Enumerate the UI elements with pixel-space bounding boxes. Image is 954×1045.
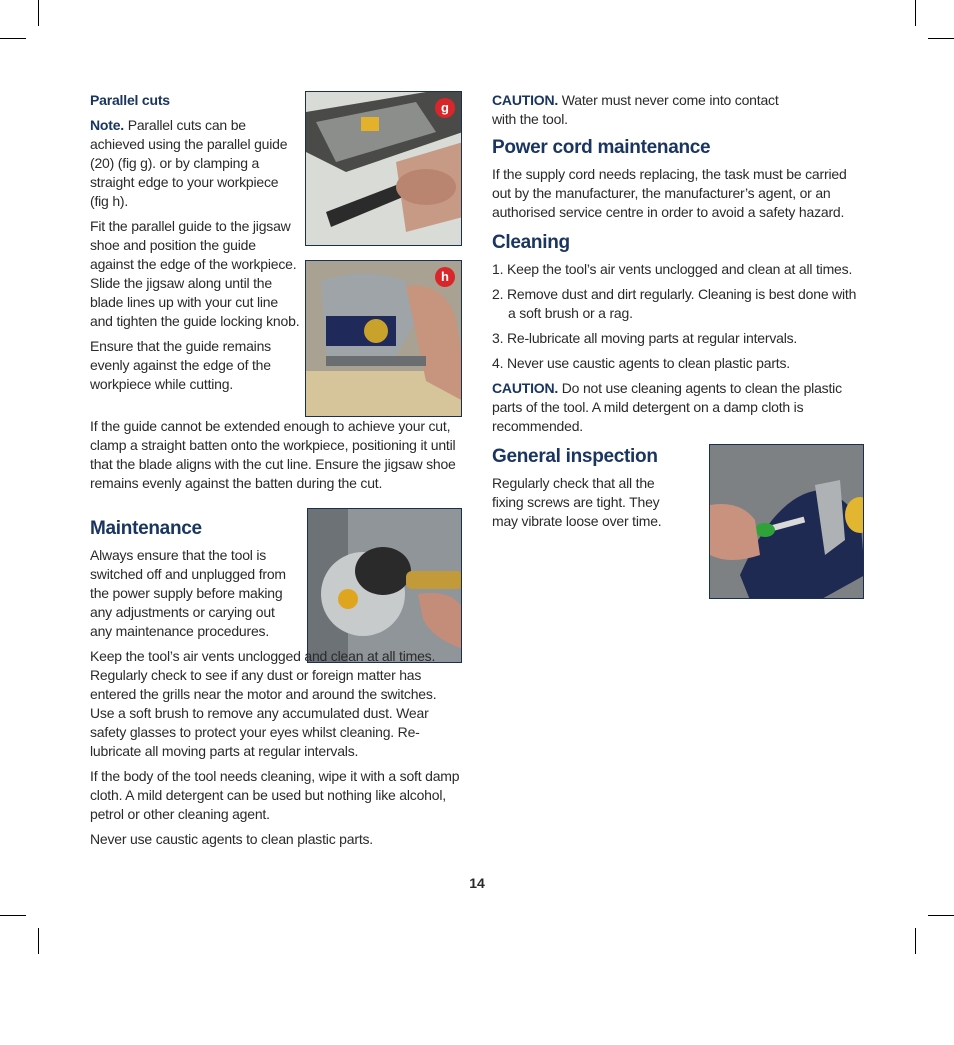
always-paragraph: Always ensure that the tool is switched off and unplugged from the power supply before making any adjustments or carying out any maintenance procedures. xyxy=(90,547,286,639)
figure-g-label: g xyxy=(435,98,455,118)
caution-water-label: CAUTION. xyxy=(492,92,559,108)
cleaning-item: 3. Re-lubricate all moving parts at regular intervals. xyxy=(492,330,798,346)
power-cord-heading: Power cord maintenance xyxy=(492,137,711,158)
figure-g-photo xyxy=(305,91,462,246)
parallel-cuts-heading: Parallel cuts xyxy=(90,92,170,108)
cleaning-list xyxy=(492,260,864,373)
right-column xyxy=(492,91,864,537)
caution-water-text: Water must never come into contact with the tool. xyxy=(492,92,779,127)
caution-cleaning-paragraph xyxy=(492,379,864,436)
brush-on-jigsaw-illustration xyxy=(308,509,462,663)
keep-vents-paragraph: Keep the tool’s air vents unclogged and clean at all times. Regularly check to see if any dust or foreign matter has entered the grills near the motor and around the switches. Use a soft brush to remove any accumulated dust. Wear safety glasses to protect your eyes whilst cleaning. Re-lubricate all moving parts at regular intervals. xyxy=(90,648,437,759)
crop-mark xyxy=(915,0,916,26)
body-clean-paragraph: If the body of the tool needs cleaning, wipe it with a soft damp cloth. A mild detergent can be used but nothing like alcohol, petrol or other cleaning agent. xyxy=(90,768,460,822)
crop-mark xyxy=(38,928,39,954)
left-column-wide xyxy=(90,417,464,499)
page-number: 14 xyxy=(469,875,485,891)
maintenance-section xyxy=(90,508,300,647)
never-caustic-paragraph: Never use caustic agents to clean plastic parts. xyxy=(90,831,373,847)
figure-h-photo xyxy=(305,260,462,417)
left-column xyxy=(90,91,300,400)
cleaning-item: 4. Never use caustic agents to clean plastic parts. xyxy=(492,355,790,371)
caution-water-paragraph xyxy=(492,91,792,129)
inspection-paragraph: Regularly check that all the fixing screws are tight. They may vibrate loose over time. xyxy=(492,475,662,529)
power-cord-paragraph: If the supply cord needs replacing, the task must be carried out by the manufacturer, the manufacturer’s agent, or an authorised service centre in order to avoid a safety hazard. xyxy=(492,166,847,220)
cleaning-heading: Cleaning xyxy=(492,232,570,253)
crop-mark xyxy=(928,915,954,916)
crop-mark xyxy=(0,915,26,916)
caution-cleaning-label: CAUTION. xyxy=(492,380,559,396)
if-guide-paragraph: If the guide cannot be extended enough to achieve your cut, clamp a straight batten onto the workpiece, positioning it until that the blade aligns with the cut line. Ensure the jigsaw shoe remains evenly against the batten during the cut. xyxy=(90,418,456,491)
note-paragraph xyxy=(90,116,300,211)
note-label: Note. xyxy=(90,117,125,133)
caution-cleaning-text: Do not use cleaning agents to clean the plastic parts of the tool. A mild detergent on a damp cloth is recommended. xyxy=(492,380,842,434)
ensure-guide-paragraph: Ensure that the guide remains evenly against the edge of the workpiece while cutting. xyxy=(90,338,271,392)
maintenance-heading: Maintenance xyxy=(90,518,202,539)
note-text: Parallel cuts can be achieved using the parallel guide (20) (fig g). or by clamping a straight edge to your workpiece (fig h). xyxy=(90,117,288,209)
fit-guide-paragraph: Fit the parallel guide to the jigsaw shoe and position the guide against the edge of the workpiece. Slide the jigsaw along until the blade lines up with your cut line and tighten the guide locking knob. xyxy=(90,218,300,329)
crop-mark xyxy=(0,38,26,39)
general-inspection-heading: General inspection xyxy=(492,446,658,467)
maintenance-continued xyxy=(90,647,464,855)
brush-cleaning-photo xyxy=(307,508,462,663)
crop-mark xyxy=(928,38,954,39)
cleaning-item: 2. Remove dust and dirt regularly. Cleaning is best done with a soft brush or a rag. xyxy=(492,286,857,321)
crop-mark xyxy=(915,928,916,954)
figure-h-label: h xyxy=(435,267,455,287)
cleaning-item: 1. Keep the tool’s air vents unclogged and clean at all times. xyxy=(492,261,853,277)
crop-mark xyxy=(38,0,39,26)
